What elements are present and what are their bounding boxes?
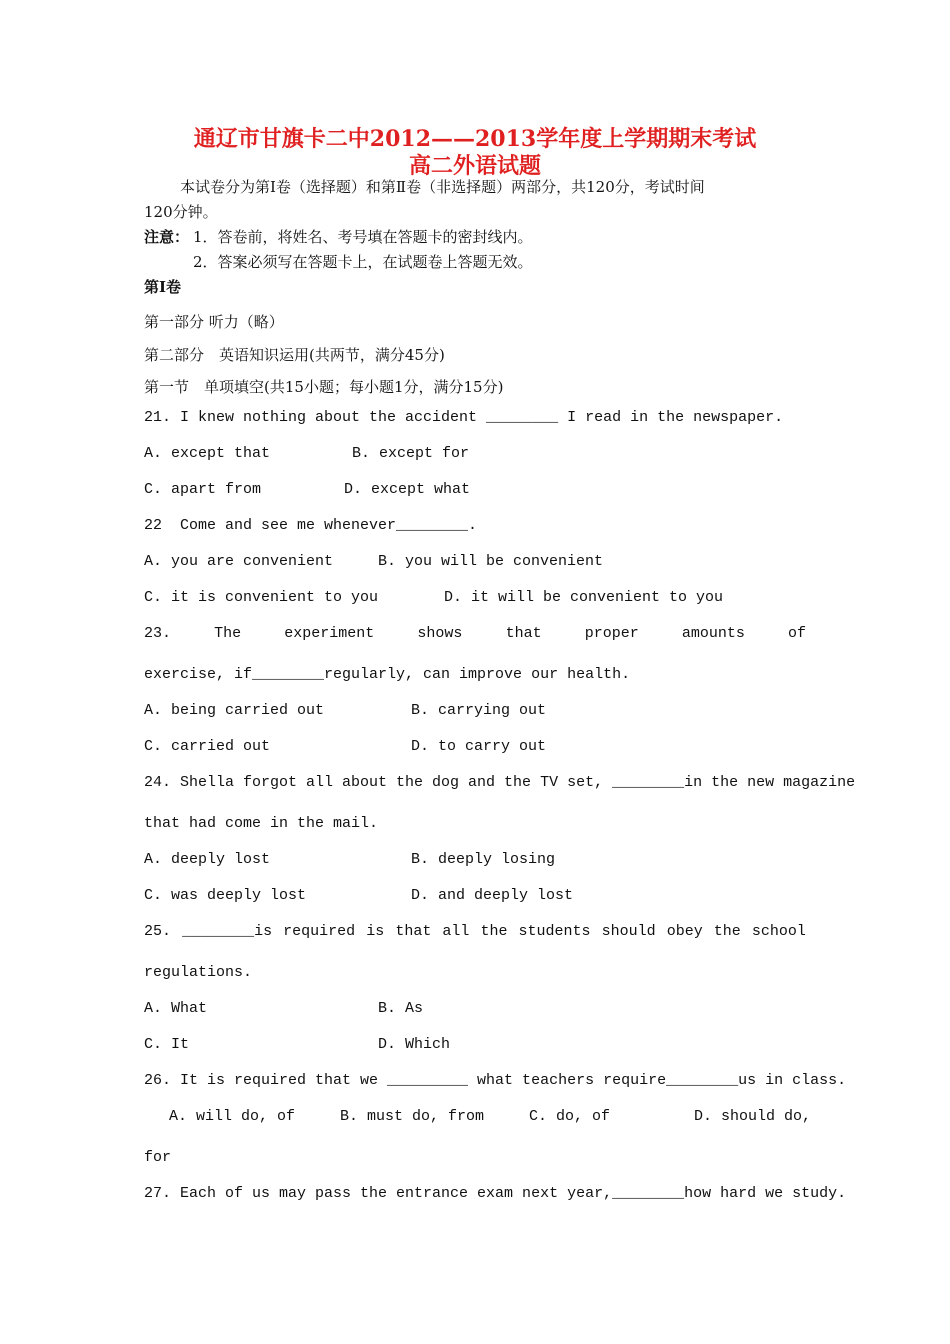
- q26-option-c: C. do, of: [529, 1108, 611, 1125]
- notice-item-1: 1．答卷前，将姓名、考号填在答题卡的密封线内。: [193, 228, 533, 246]
- notice-item-2: 2．答案必须写在答题卡上，在试题卷上答题无效。: [193, 253, 533, 271]
- q23-word: amounts: [681, 625, 745, 642]
- q26-option-d-continued: for: [144, 1149, 172, 1166]
- q25-word: is: [366, 923, 385, 940]
- q26-option-b: B. must do, from: [340, 1108, 485, 1125]
- q25-word: all: [442, 923, 470, 940]
- q26-stem: 26. It is required that we _________ what teachers require________us in class.: [144, 1072, 847, 1089]
- q23-word: 23.: [144, 625, 172, 642]
- q25-word: the: [713, 923, 741, 940]
- q22-stem: 22 Come and see me whenever________.: [144, 517, 478, 534]
- q25-word: school: [751, 923, 806, 940]
- q25-word: 25.: [144, 923, 172, 940]
- q23-word: proper: [584, 625, 639, 642]
- q25-word: obey: [666, 923, 703, 940]
- part1-heading: 第一部分 听力（略）: [144, 313, 284, 331]
- q25-stem: [144, 922, 806, 942]
- part2-heading: 第二部分 英语知识运用(共两节，满分45分): [144, 346, 445, 364]
- q23-option-c: C. carried out: [144, 738, 271, 755]
- q23-word: The: [214, 625, 242, 642]
- q25-option-a: A. What: [144, 1000, 208, 1017]
- q24-stem: 24. Shella forgot all about the dog and the TV set, ________in the new magazine: [144, 774, 856, 791]
- q25-option-b: B. As: [378, 1000, 424, 1017]
- q23-word: of: [787, 625, 806, 642]
- q26-option-a: A. will do, of: [169, 1108, 296, 1125]
- intro-line2: 120分钟。: [144, 203, 218, 221]
- q24-option-a: A. deeply lost: [144, 851, 271, 868]
- exam-title-line2: 高二外语试题: [408, 153, 541, 179]
- section1-heading: 第一节 单项填空(共15小题；每小题1分，满分15分): [144, 378, 504, 396]
- q24-option-b: B. deeply losing: [411, 851, 556, 868]
- q22-option-b: B. you will be convenient: [378, 553, 604, 570]
- q24-option-c: C. was deeply lost: [144, 887, 307, 904]
- q23-option-a: A. being carried out: [144, 702, 325, 719]
- q21-stem: 21. I knew nothing about the accident ________ I read in the newspaper.: [144, 409, 784, 426]
- q25-word: should: [601, 923, 656, 940]
- q23-stem-continued: exercise, if________regularly, can improve our health.: [144, 666, 631, 683]
- q22-option-a: A. you are convenient: [144, 553, 334, 570]
- q25-word: the: [480, 923, 508, 940]
- q21-option-b: B. except for: [352, 445, 470, 462]
- q23-word: that: [505, 625, 542, 642]
- q22-option-d: D. it will be convenient to you: [444, 589, 724, 606]
- q25-word: students: [518, 923, 591, 940]
- q23-option-d: D. to carry out: [411, 738, 547, 755]
- q23-word: shows: [417, 625, 463, 642]
- volume-heading: 第Ⅰ卷: [144, 278, 182, 296]
- q24-option-d: D. and deeply lost: [411, 887, 574, 904]
- exam-title-line1: 通辽市甘旗卡二中2012——2013学年度上学期期末考试: [193, 126, 757, 152]
- q23-option-b: B. carrying out: [411, 702, 547, 719]
- q23-stem: [144, 624, 806, 644]
- q21-option-a: A. except that: [144, 445, 271, 462]
- q21-option-d: D. except what: [344, 481, 471, 498]
- q23-word: experiment: [284, 625, 375, 642]
- intro-line1: 本试卷分为第Ⅰ卷（选择题）和第Ⅱ卷（非选择题）两部分，共120分，考试时间: [180, 178, 705, 196]
- q25-option-c: C. It: [144, 1036, 190, 1053]
- q27-stem: 27. Each of us may pass the entrance exam next year,________how hard we study.: [144, 1185, 847, 1202]
- q25-stem-continued: regulations.: [144, 964, 253, 981]
- q24-stem-continued: that had come in the mail.: [144, 815, 379, 832]
- q25-word: required: [283, 923, 356, 940]
- q25-word: ________is: [182, 923, 273, 940]
- notice-label: 注意：: [144, 228, 190, 246]
- q26-option-d: D. should do,: [694, 1108, 812, 1125]
- q22-option-c: C. it is convenient to you: [144, 589, 379, 606]
- q25-option-d: D. Which: [378, 1036, 451, 1053]
- q25-word: that: [395, 923, 432, 940]
- q21-option-c: C. apart from: [144, 481, 262, 498]
